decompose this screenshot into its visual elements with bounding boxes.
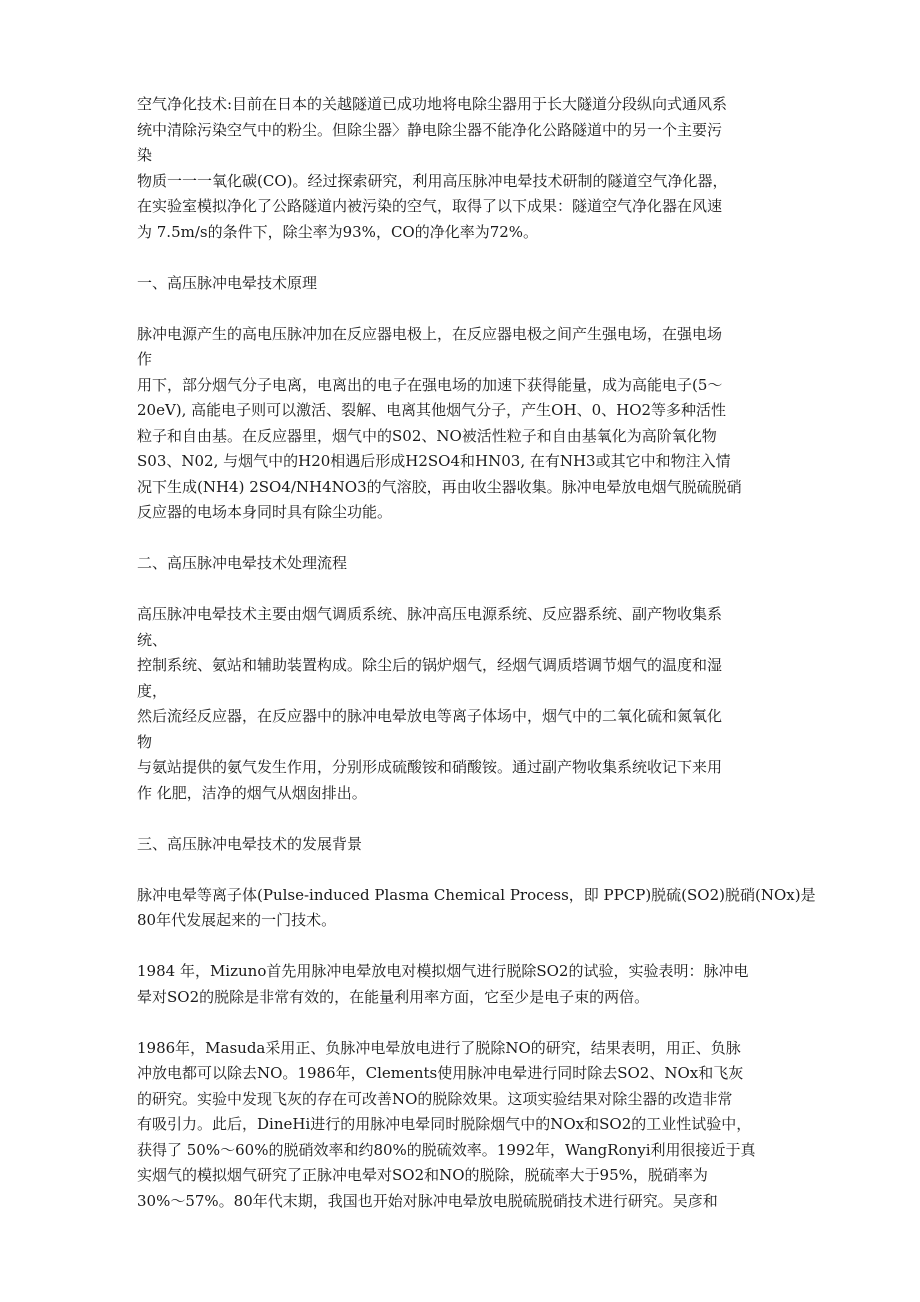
text-line: 控制系统、氨站和辅助装置构成。除尘后的锅炉烟气，经烟气调质塔调节烟气的温度和湿	[137, 656, 723, 674]
text-line: 获得了 50%～60%的脱硝效率和约80%的脱硫效率。1992年，WangRonyi利用很接近于真	[137, 1140, 756, 1159]
paragraph-gap	[137, 934, 797, 960]
paragraph-gap	[137, 296, 797, 322]
text-line: 度，	[137, 681, 168, 700]
text-line: 有吸引力。此后，DineHi进行的用脉冲电晕同时脱除烟气中的NOx和SO2的工业性试验中，	[137, 1115, 752, 1133]
text-line: 晕对SO2的脱除是非常有效的，在能量利用率方面，它至少是电子束的两倍。	[137, 987, 650, 1006]
section-2-heading: 二、高压脉冲电晕技术处理流程	[137, 554, 348, 572]
text-line: 1984 年，Mizuno首先用脉冲电晕放电对模拟烟气进行脱除SO2的试验，实验表明：脉冲电	[137, 962, 749, 980]
paragraph-gap	[137, 857, 797, 883]
text-line: 高压脉冲电晕技术主要由烟气调质系统、脉冲高压电源系统、反应器系统、副产物收集系	[137, 605, 723, 623]
text-line: 粒子和自由基。在反应器里，烟气中的S02、NO被活性粒子和自由基氧化为高阶氧化物	[137, 426, 717, 445]
text-line: 与氨站提供的氨气发生作用，分别形成硫酸铵和硝酸铵。通过副产物收集系统收记下来用	[137, 758, 723, 776]
text-line: 1986年，Masuda采用正、负脉冲电晕放电进行了脱除NO的研究，结果表明，用正、负脉	[137, 1038, 741, 1057]
text-line: 统、	[137, 630, 168, 649]
text-line: 脉冲电源产生的高电压脉冲加在反应器电极上，在反应器电极之间产生强电场，在强电场	[137, 324, 723, 343]
section-1-heading: 一、高压脉冲电晕技术原理	[137, 273, 318, 292]
text-line: 实烟气的模拟烟气研究了正脉冲电晕对SO2和NO的脱除，脱硫率大于95%，脱硝率为	[137, 1166, 708, 1184]
text-line: 脉冲电晕等离子体(Pulse-induced Plasma Chemical Process，即 PPCP)脱硫(SO2)脱硝(NOx)是	[137, 885, 816, 904]
paragraph-gap	[137, 245, 797, 271]
text-line: 况下生成(NH4) 2SO4/NH4NO3的气溶胶，再由收尘器收集。脉冲电晕放电烟气脱硫脱硝	[137, 477, 742, 496]
intro-paragraph	[137, 92, 797, 245]
text-line: 20eV), 高能电子则可以激活、裂解、电离其他烟气分子，产生OH、0、HO2等多种活性	[137, 401, 727, 419]
text-line: 作 化肥，洁净的烟气从烟囱排出。	[137, 783, 367, 802]
paragraph-gap	[137, 1010, 797, 1036]
text-line: 为 7.5m/s的条件下，除尘率为93%，CO的净化率为72%。	[137, 222, 539, 241]
text-line: 染	[137, 146, 153, 164]
text-line: 冲放电都可以除去NO。1986年，Clements使用脉冲电晕进行同时除去SO2、NOx和飞灰	[137, 1064, 744, 1082]
text-line: 80年代发展起来的一门技术。	[137, 911, 337, 929]
text-line: 的研究。实验中发现飞灰的存在可改善NO的脱除效果。这项实验结果对除尘器的改造非常	[137, 1089, 733, 1108]
text-line: S03、N02, 与烟气中的H20相遇后形成H2SO4和HN03, 在有NH3或其它中和物注入情	[137, 452, 731, 470]
paragraph-gap	[137, 806, 797, 832]
text-line: 反应器的电场本身同时具有除尘功能。	[137, 503, 393, 521]
text-line: 物	[137, 732, 153, 751]
section-3-paragraph-1	[137, 883, 816, 934]
section-1-paragraph	[137, 322, 797, 526]
section-3-paragraph-2	[137, 959, 797, 1010]
text-line: 空气净化技术:目前在日本的关越隧道已成功地将电除尘器用于长大隧道分段纵向式通风系	[137, 95, 728, 113]
text-line: 30%～57%。80年代末期，我国也开始对脉冲电晕放电脱硫脱硝技术进行研究。吴彦和	[137, 1191, 718, 1210]
text-line: 在实验室模拟净化了公路隧道内被污染的空气，取得了以下成果：隧道空气净化器在风速	[137, 197, 723, 215]
text-line: 统中清除污染空气中的粉尘。但除尘器〉静电除尘器不能净化公路隧道中的另一个主要污	[137, 120, 723, 139]
section-3-heading: 三、高压脉冲电晕技术的发展背景	[137, 834, 363, 853]
paragraph-gap	[137, 526, 797, 552]
text-line: 然后流经反应器，在反应器中的脉冲电晕放电等离子体场中，烟气中的二氧化硫和氮氧化	[137, 707, 723, 725]
section-3-paragraph-3	[137, 1036, 797, 1215]
section-2-paragraph	[137, 602, 797, 806]
text-line: 物质一一一氧化碳(CO)。经过探索研究，利用高压脉冲电晕技术研制的隧道空气净化器，	[137, 171, 728, 190]
paragraph-gap	[137, 577, 797, 603]
text-line: 作	[137, 350, 153, 368]
text-line: 用下，部分烟气分子电离，电离出的电子在强电场的加速下获得能量，成为高能电子(5～	[137, 375, 723, 394]
document-page	[137, 92, 816, 1214]
